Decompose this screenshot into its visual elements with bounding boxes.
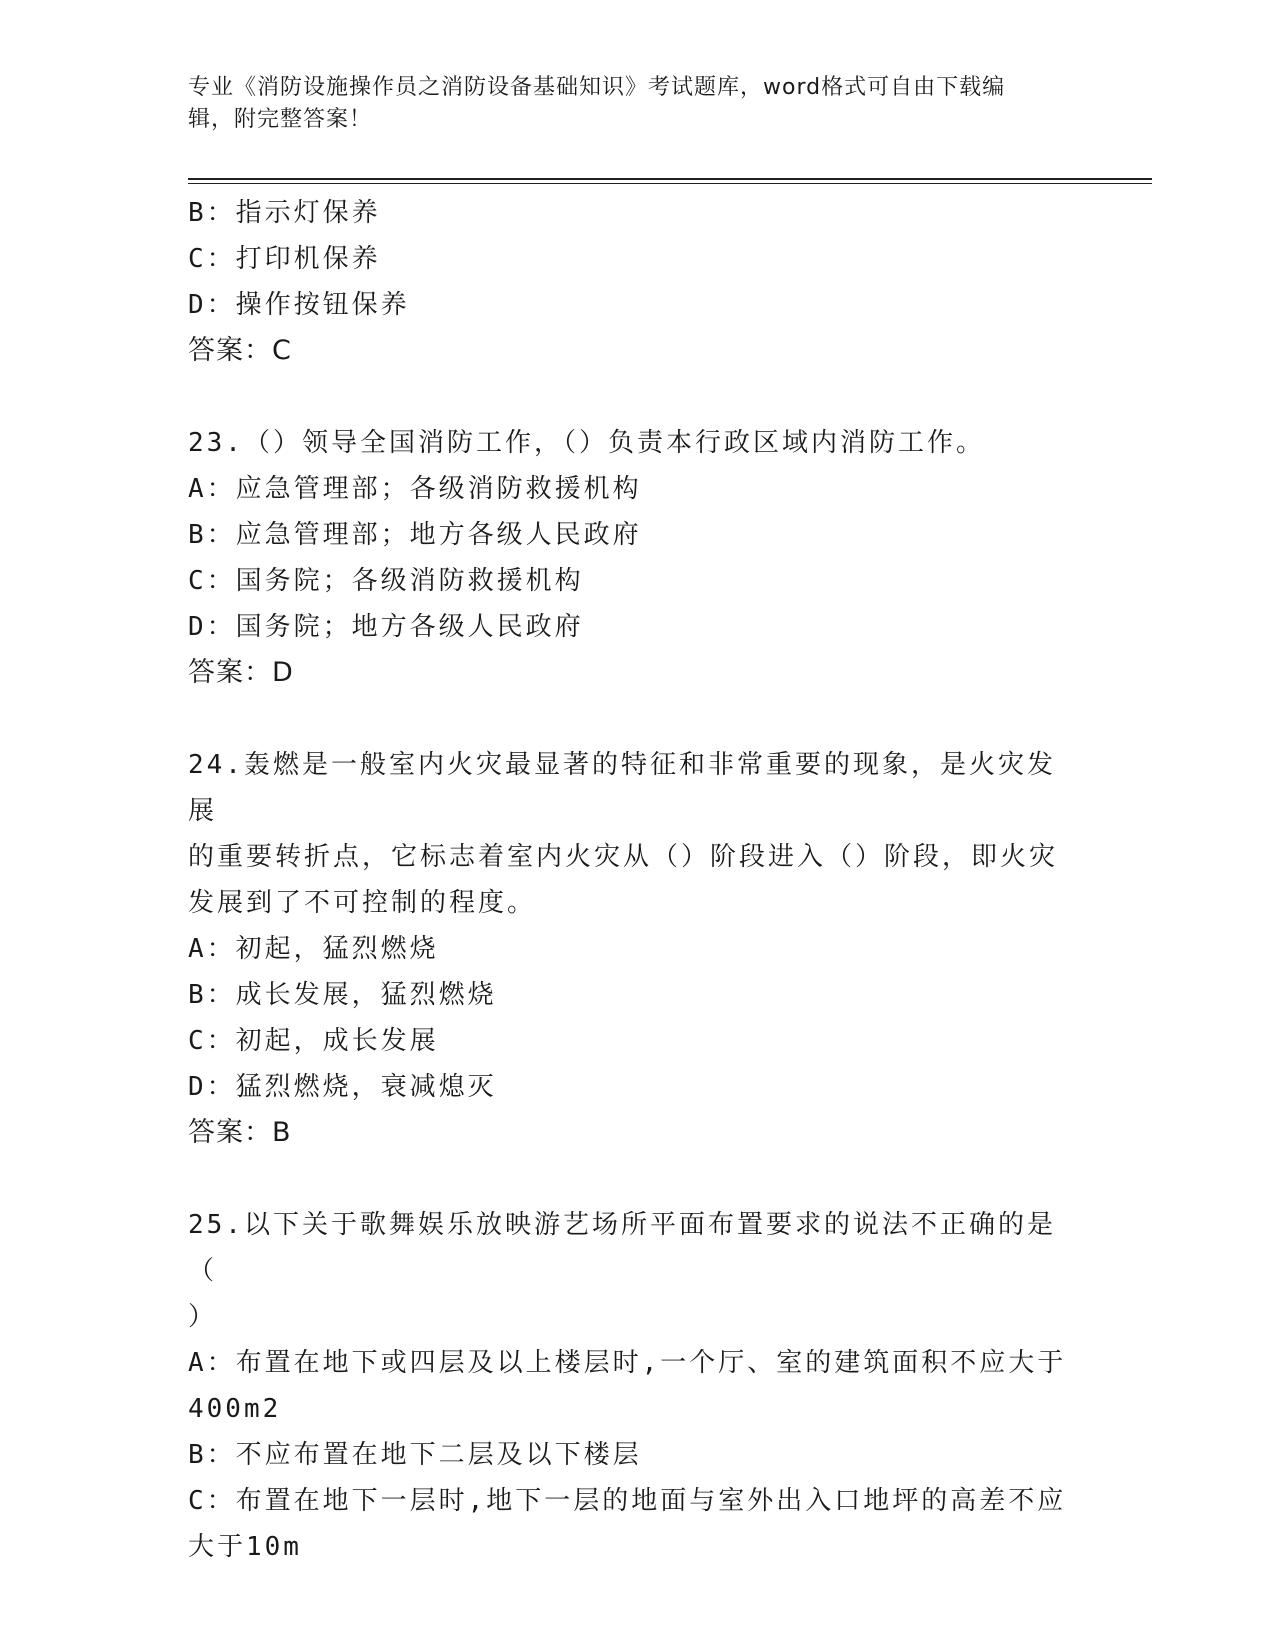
option-b: B：不应布置在地下二层及以下楼层 — [188, 1440, 642, 1470]
question-25-block — [188, 1202, 1088, 1570]
option-b: B：应急管理部；地方各级人民政府 — [188, 520, 642, 550]
question-24-block — [188, 742, 1088, 1156]
question-text-line: 25.以下关于歌舞娱乐放映游艺场所平面布置要求的说法不正确的是（ — [188, 1210, 1056, 1286]
option-d: D：猛烈燃烧，衰减熄灭 — [188, 1072, 497, 1102]
option-a-line: 400m2 — [188, 1394, 282, 1424]
question-text-line: 发展到了不可控制的程度。 — [188, 888, 537, 918]
header-line-1: 专业《消防设施操作员之消防设备基础知识》考试题库，word格式可自由下载编 — [188, 75, 1006, 100]
option-c-line: C：布置在地下一层时,地下一层的地面与室外出入口地坪的高差不应 — [188, 1486, 1067, 1516]
question-22-block — [188, 190, 1088, 374]
option-a: A：初起，猛烈燃烧 — [188, 934, 439, 964]
header-divider-thick — [188, 178, 1152, 180]
option-c: C：打印机保养 — [188, 244, 381, 274]
question-text-line: ） — [188, 1302, 218, 1332]
option-b: B：成长发展，猛烈燃烧 — [188, 980, 497, 1010]
option-d: D：国务院；地方各级人民政府 — [188, 612, 584, 642]
question-23-block — [188, 420, 1088, 696]
question-text: 23.（）领导全国消防工作，（）负责本行政区域内消防工作。 — [188, 428, 985, 458]
spacer — [188, 696, 1088, 742]
document-header — [188, 72, 1068, 136]
option-a-line: A：布置在地下或四层及以上楼层时,一个厅、室的建筑面积不应大于 — [188, 1348, 1067, 1378]
question-text-line: 24.轰燃是一般室内火灾最显著的特征和非常重要的现象，是火灾发展 — [188, 750, 1056, 826]
option-b: B：指示灯保养 — [188, 198, 381, 228]
header-line-2: 辑，附完整答案！ — [188, 107, 373, 132]
option-a: A：应急管理部；各级消防救援机构 — [188, 474, 642, 504]
question-text-line: 的重要转折点，它标志着室内火灾从（）阶段进入（）阶段，即火灾 — [188, 842, 1059, 872]
option-c: C：初起，成长发展 — [188, 1026, 439, 1056]
header-divider-thin — [188, 183, 1152, 184]
answer-line: 答案：B — [188, 1117, 292, 1148]
spacer — [188, 374, 1088, 420]
answer-line: 答案：C — [188, 335, 292, 366]
option-c-line: 大于10m — [188, 1532, 302, 1562]
answer-line: 答案：D — [188, 657, 294, 688]
option-c: C：国务院；各级消防救援机构 — [188, 566, 584, 596]
document-body — [188, 190, 1088, 1570]
option-d: D：操作按钮保养 — [188, 290, 410, 320]
spacer — [188, 1156, 1088, 1202]
